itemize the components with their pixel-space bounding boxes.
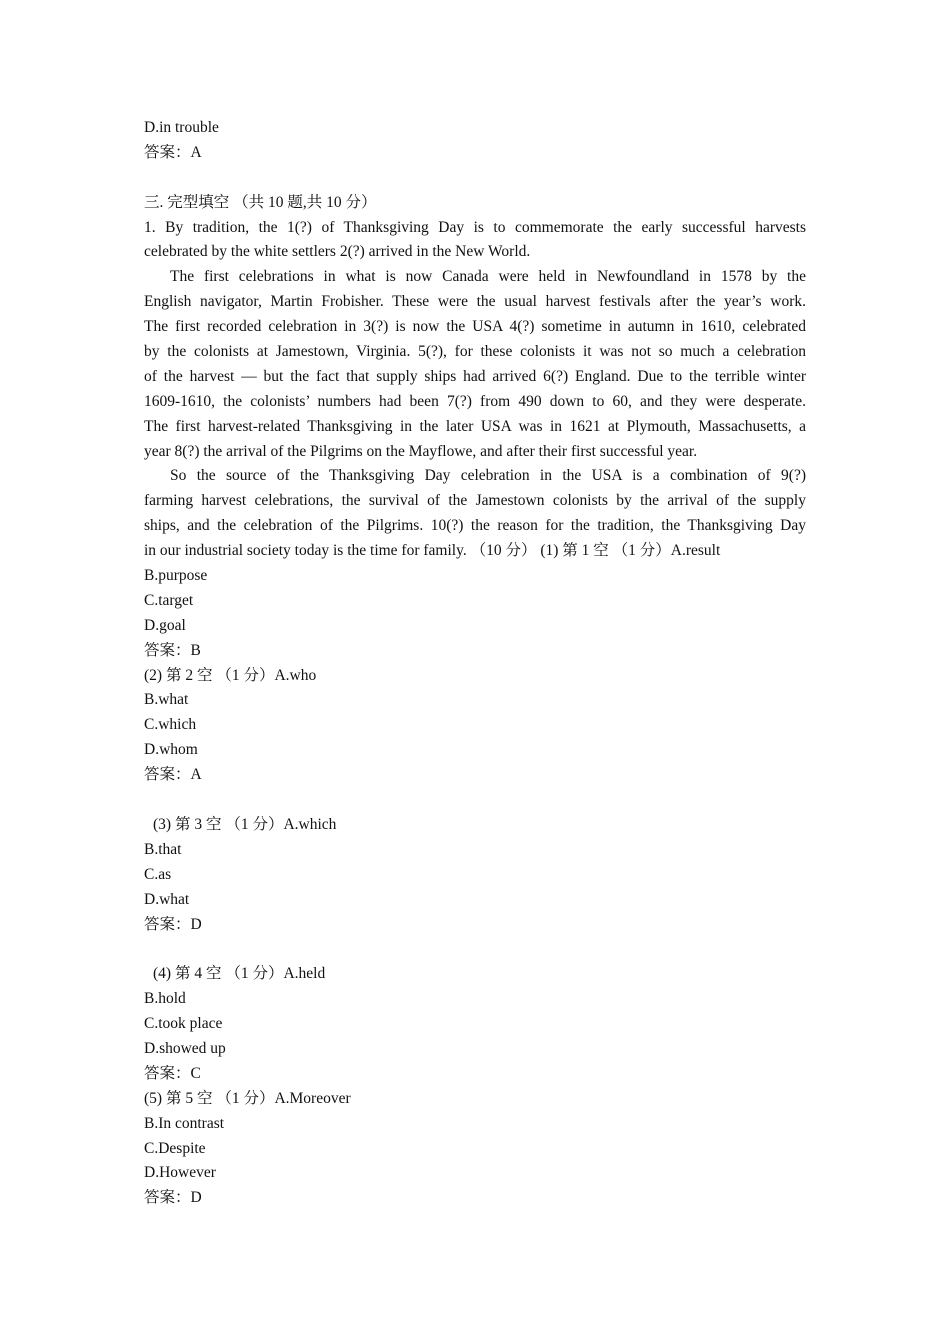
passage-line: 1609-1610, the colonists’ numbers had been 7(?) from 490 down to 60, and they were desperate. — [144, 392, 806, 410]
option-b: B.In contrast — [144, 1114, 225, 1132]
document-body — [144, 116, 806, 1211]
prev-option-d: D.in trouble — [144, 119, 219, 136]
question-prompt: (4) 第 4 空 （1 分）A.held — [153, 965, 326, 983]
option-b: B.purpose — [144, 567, 208, 585]
section-heading: 三. 完型填空 （共 10 题,共 10 分） — [144, 193, 377, 211]
option-d: D.However — [144, 1164, 216, 1182]
passage-line: English navigator, Martin Frobisher. These were the usual harvest festivals after the year’s work. — [144, 293, 806, 311]
option-d: D.what — [144, 890, 190, 908]
question-prompt: (2) 第 2 空 （1 分）A.who — [144, 666, 317, 684]
passage-line: The first recorded celebration in 3(?) is now the USA 4(?) sometime in autumn in 1610, celebrated — [144, 318, 806, 336]
option-c: C.as — [144, 865, 172, 883]
passage-line: ships, and the celebration of the Pilgrims. 10(?) the reason for the tradition, the Thanksgiving Day — [144, 517, 806, 535]
passage-line: of the harvest — but the fact that supply ships had arrived 6(?) England. Due to the terrible winter — [144, 367, 806, 385]
option-d: D.showed up — [144, 1039, 226, 1057]
spacer — [144, 166, 806, 191]
option-b: B.that — [144, 840, 182, 858]
passage — [144, 216, 806, 564]
option-b: B.what — [144, 691, 189, 709]
question-prompt: (5) 第 5 空 （1 分）A.Moreover — [144, 1089, 351, 1107]
option-c: C.took place — [144, 1015, 223, 1033]
option-c: C.Despite — [144, 1139, 206, 1157]
option-d: D.whom — [144, 741, 198, 759]
passage-line: 1. By tradition, the 1(?) of Thanksgiving Day is to commemorate the early successful harvests — [144, 218, 806, 236]
passage-line: by the colonists at Jamestown, Virginia. 5(?), for these colonists it was not so much a celebration — [144, 343, 806, 361]
question-prompt: (3) 第 3 空 （1 分）A.which — [153, 815, 337, 833]
passage-line: in our industrial society today is the time for family. （10 分） (1) 第 1 空 （1 分）A.result — [144, 542, 721, 560]
passage-line: The first celebrations in what is now Canada were held in Newfoundland in 1578 by the — [170, 268, 806, 286]
answer: 答案：C — [144, 1064, 201, 1082]
passage-line: The first harvest-related Thanksgiving in the later USA was in 1621 at Plymouth, Massachusetts, a — [144, 417, 806, 435]
passage-line: celebrated by the white settlers 2(?) arrived in the New World. — [144, 243, 531, 261]
option-c: C.which — [144, 716, 197, 734]
answer: 答案：B — [144, 641, 201, 659]
option-b: B.hold — [144, 990, 186, 1008]
prev-answer: 答案：A — [144, 143, 202, 161]
answer: 答案：A — [144, 766, 202, 784]
passage-line: farming harvest celebrations, the survival of the Jamestown colonists by the arrival of the supply — [144, 492, 806, 510]
passage-line: So the source of the Thanksgiving Day celebration in the USA is a combination of 9(?) — [170, 467, 806, 485]
option-d: D.goal — [144, 616, 186, 634]
passage-line: year 8(?) the arrival of the Pilgrims on the Mayflowe, and after their first successful year. — [144, 442, 698, 460]
answer: 答案：D — [144, 915, 202, 933]
spacer — [144, 937, 806, 962]
option-c: C.target — [144, 591, 194, 609]
spacer — [144, 788, 806, 813]
answer: 答案：D — [144, 1189, 202, 1207]
